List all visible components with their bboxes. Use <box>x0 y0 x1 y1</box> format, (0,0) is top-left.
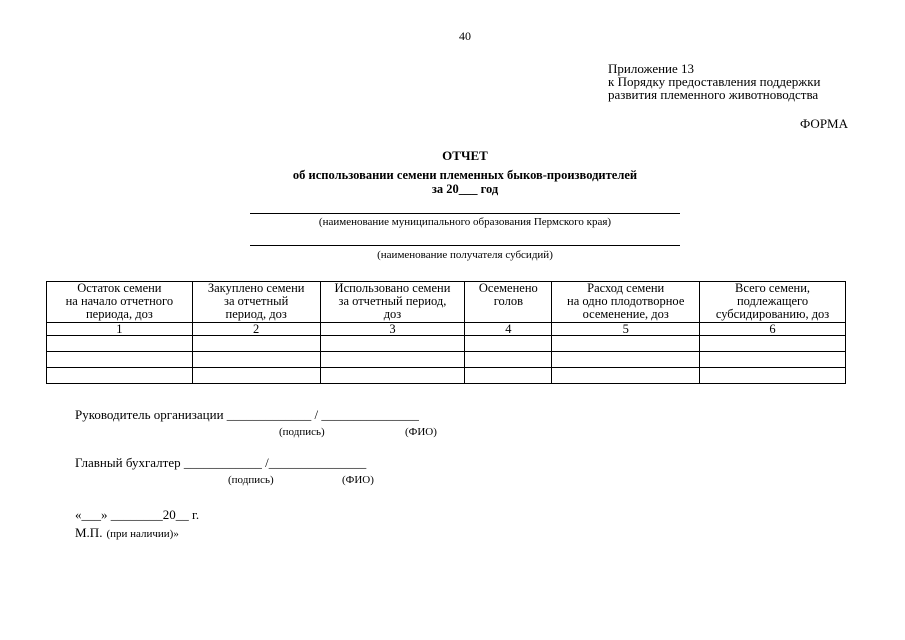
accountant-name-caption: (ФИО) <box>342 474 374 486</box>
table-row <box>47 336 846 352</box>
table-cell[interactable] <box>465 336 552 352</box>
table-cell[interactable] <box>552 352 700 368</box>
table-row <box>47 368 846 384</box>
report-title: ОТЧЕТ <box>442 148 488 163</box>
column-number: 1 <box>47 323 193 336</box>
column-header: Использовано семени за отчетный период, доз <box>320 282 465 323</box>
column-number: 3 <box>320 323 465 336</box>
municipality-fill-line[interactable] <box>250 213 680 214</box>
table-cell[interactable] <box>552 336 700 352</box>
table-cell[interactable] <box>320 368 465 384</box>
table-cell[interactable] <box>465 368 552 384</box>
recipient-caption: (наименование получателя субсидий) <box>377 249 553 261</box>
table-cell[interactable] <box>47 352 193 368</box>
report-subtitle <box>0 168 905 196</box>
column-header: Осеменено голов <box>465 282 552 323</box>
stamp-label: М.П. <box>75 525 103 540</box>
appendix-line-3: развития племенного животноводства <box>608 87 819 102</box>
stamp-note: (при наличии)» <box>106 528 179 540</box>
table-cell[interactable] <box>320 336 465 352</box>
report-table <box>46 281 846 384</box>
appendix-block <box>608 62 821 101</box>
column-number: 6 <box>700 323 846 336</box>
table-header-row <box>47 282 846 323</box>
table-cell[interactable] <box>47 368 193 384</box>
table-cell[interactable] <box>320 352 465 368</box>
table-cell[interactable] <box>465 352 552 368</box>
table-cell[interactable] <box>47 336 193 352</box>
subtitle-line-2: за 20___ год <box>431 182 499 196</box>
appendix-line-2: к Порядку предоставления поддержки <box>608 74 821 89</box>
subtitle-line-1: об использовании семени племенных быков-производителей <box>292 168 638 182</box>
table-cell[interactable] <box>700 352 846 368</box>
form-label: ФОРМА <box>800 116 848 131</box>
date-line[interactable]: «___» ________20__ г. <box>75 507 200 522</box>
accountant-sign-caption: (подпись) <box>228 474 274 486</box>
column-header: Закуплено семени за отчетный период, доз <box>192 282 320 323</box>
recipient-fill-line[interactable] <box>250 245 680 246</box>
table-cell[interactable] <box>700 368 846 384</box>
column-header: Всего семени, подлежащего субсидированию, доз <box>700 282 846 323</box>
table-cell[interactable] <box>552 368 700 384</box>
table-cell[interactable] <box>700 336 846 352</box>
table-cell[interactable] <box>192 368 320 384</box>
column-number: 2 <box>192 323 320 336</box>
stamp-line <box>75 524 179 542</box>
column-number: 5 <box>552 323 700 336</box>
column-header: Расход семени на одно плодотворное осеменение, доз <box>552 282 700 323</box>
municipality-caption: (наименование муниципального образования Пермского края) <box>318 216 612 228</box>
head-sign-caption: (подпись) <box>279 426 325 438</box>
page-number: 40 <box>459 29 471 43</box>
appendix-line-1: Приложение 13 <box>608 61 695 76</box>
head-signature-line[interactable]: Руководитель организации _____________ / _______________ <box>75 407 419 422</box>
head-name-caption: (ФИО) <box>405 426 437 438</box>
column-number-row <box>47 323 846 336</box>
accountant-signature-line[interactable]: Главный бухгалтер ____________ /_______________ <box>75 455 367 470</box>
table-row <box>47 352 846 368</box>
table-cell[interactable] <box>192 352 320 368</box>
column-number: 4 <box>465 323 552 336</box>
table-cell[interactable] <box>192 336 320 352</box>
column-header: Остаток семени на начало отчетного периода, доз <box>47 282 193 323</box>
